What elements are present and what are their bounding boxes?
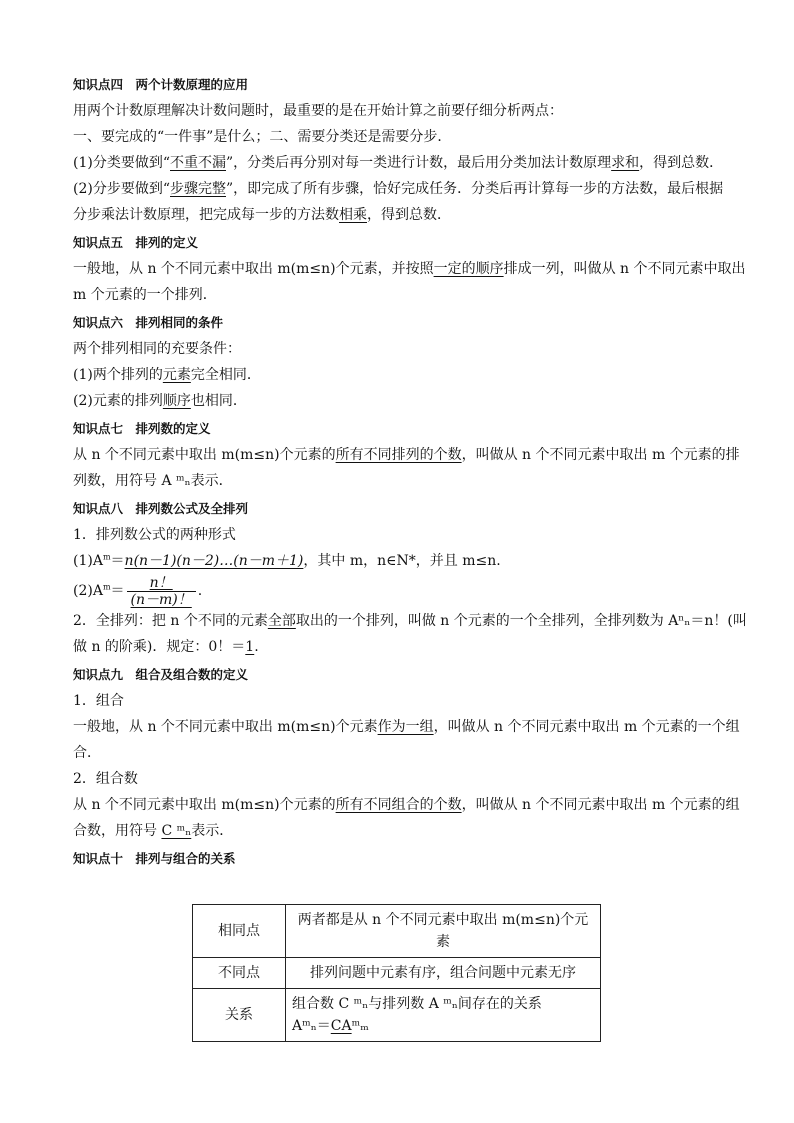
paragraph [73,362,733,388]
underlined-term: 元素 [162,367,191,383]
text: ”，即完成了所有步骤，恰好完成任务．分类后再计算每一步的方法数，最后根据 [226,181,724,197]
paragraph [73,202,733,228]
paragraph: 2．组合数 [73,771,138,787]
text: 一般地，从 n 个不同元素中取出 m(m≤n)个元素，并按照 [73,261,434,277]
underlined-term: 相乘 [339,207,367,223]
paragraph [73,634,733,660]
section-8-title: 知识点八 排列数公式及全排列 [73,501,249,516]
section-5-title: 知识点五 排列的定义 [73,235,199,250]
fraction-numerator: n！ [127,575,196,592]
formula-1: $(1)A^m=n(n-1)(n-2)\dots(n-m+1)$，其中 m，n∈N*，并且 m≤n. [73,552,501,569]
text: Aᵐₙ＝ [292,1018,331,1034]
table-cell-key: 相同点 [193,905,286,958]
text: (1)A [73,553,103,569]
section-7-title: 知识点七 排列数的定义 [73,421,211,436]
paragraph: 合． [73,745,101,761]
underlined-term: 所有不同排列的个数 [335,447,462,463]
text: ，叫做从 n 个不同元素中取出 m 个元素的组 [461,797,740,813]
table-cell-value [286,989,601,1042]
formula-2: $(2)A^m=$ $\frac{n!}{(n-m)!}$ . [73,574,203,608]
underlined-term: 全部 [267,613,296,629]
table-row [193,958,601,989]
text: 合数，用符号 [73,823,162,839]
paragraph [73,792,740,818]
paragraph [73,388,733,414]
text: (2)分步要做到“ [73,181,170,197]
underlined-term: 步骤完整 [170,181,226,197]
text: 从 n 个不同元素中取出 m(m≤n)个元素的 [73,797,336,813]
table-cell-value: 两者都是从 n 个不同元素中取出 m(m≤n)个元素 [286,905,601,958]
text: . [197,583,203,599]
text: (2)元素的排列 [73,393,163,409]
paragraph [73,256,746,282]
paragraph [73,714,740,740]
text: 完全相同． [190,367,261,383]
text: 一般地，从 n 个不同元素中取出 m(m≤n)个元素 [73,719,378,735]
text: ＝ [110,553,125,569]
paragraph: 列数，用符号 A ᵐₙ表示． [73,473,233,489]
text: ᵐₘ [351,1018,369,1034]
text: . [254,639,259,655]
underlined-term: A [341,1018,352,1034]
text: ，得到总数． [367,207,451,223]
table-cell-key: 不同点 [193,958,286,989]
underlined-term: C ᵐₙ [161,823,192,839]
fraction [127,575,196,608]
underlined-term: 不重不漏 [170,155,226,171]
text: 排成一列，叫做从 n 个不同元素中取出 [503,261,746,277]
paragraph: 两个排列相同的充要条件： [73,341,241,357]
section-4-title: 知识点四 两个计数原理的应用 [73,77,249,92]
table-cell-key: 关系 [193,989,286,1042]
underlined-term: 所有不同组合的个数 [335,797,462,813]
paragraph: m 个元素的一个排列． [73,287,217,303]
text: (2)A [73,583,103,599]
paragraph [73,608,747,634]
paragraph: 1．组合 [73,693,124,709]
section-9-title: 知识点九 组合及组合数的定义 [73,667,249,682]
text: 从 n 个不同元素中取出 m(m≤n)个元素的 [73,447,336,463]
underlined-term: 一定的顺序 [433,261,504,277]
paragraph: 1．排列数公式的两种形式 [73,527,236,543]
text: ，叫做从 n 个不同元素中取出 m 个元素的一个组 [433,719,740,735]
text: ”，分类后再分别对每一类进行计数，最后用分类加法计数原理 [226,155,612,171]
text: ，叫做从 n 个不同元素中取出 m 个元素的排 [461,447,740,463]
text: 分步乘法计数原理，把完成每一步的方法数 [73,207,339,223]
text: 取出的一个排列，叫做 n 个元素的一个全排列，全排列数为 Aⁿₙ＝n！(叫 [295,613,747,629]
text: (1)分类要做到“ [73,155,170,171]
underlined-term: 顺序 [162,393,191,409]
paragraph [73,176,733,202]
underlined-term: 作为一组 [377,719,434,735]
text: (1)两个排列的 [73,367,163,383]
relation-table [192,904,601,1042]
paragraph [73,442,740,468]
underlined-term: n(n－1)(n－2)…(n－m＋1) [124,553,304,569]
paragraph [73,818,733,844]
text: 也相同． [190,393,247,409]
paragraph: 一、要完成的“一件事”是什么；二、需要分类还是需要分步． [73,129,452,145]
section-10-title: 知识点十 排列与组合的关系 [73,851,236,866]
relation-formula [292,1015,594,1037]
underlined-term: C [330,1018,342,1034]
table-row [193,989,601,1042]
relation-text: 组合数 C ᵐₙ与排列数 A ᵐₙ间存在的关系 [292,996,542,1012]
document-page [73,70,747,872]
table-row [193,905,601,958]
fraction-denominator: (n－m)！ [130,591,192,608]
paragraph: 用两个计数原理解决计数问题时，最重要的是在开始计算之前要仔细分析两点： [73,103,563,119]
text: ＝ [110,583,125,599]
underlined-term: 求和 [611,155,640,171]
text: ，其中 m，n∈N*，并且 m≤n. [303,553,501,569]
underlined-term: 1 [245,639,255,655]
text: 2．全排列：把 n 个不同的元素 [73,613,268,629]
text: 表示． [191,823,234,839]
text: 做 n 的阶乘)．规定：0！＝ [73,639,246,655]
paragraph [73,150,733,176]
section-6-title: 知识点六 排列相同的条件 [73,315,224,330]
table-cell-value: 排列问题中元素有序，组合问题中元素无序 [286,958,601,989]
text: ，得到总数． [639,155,724,171]
